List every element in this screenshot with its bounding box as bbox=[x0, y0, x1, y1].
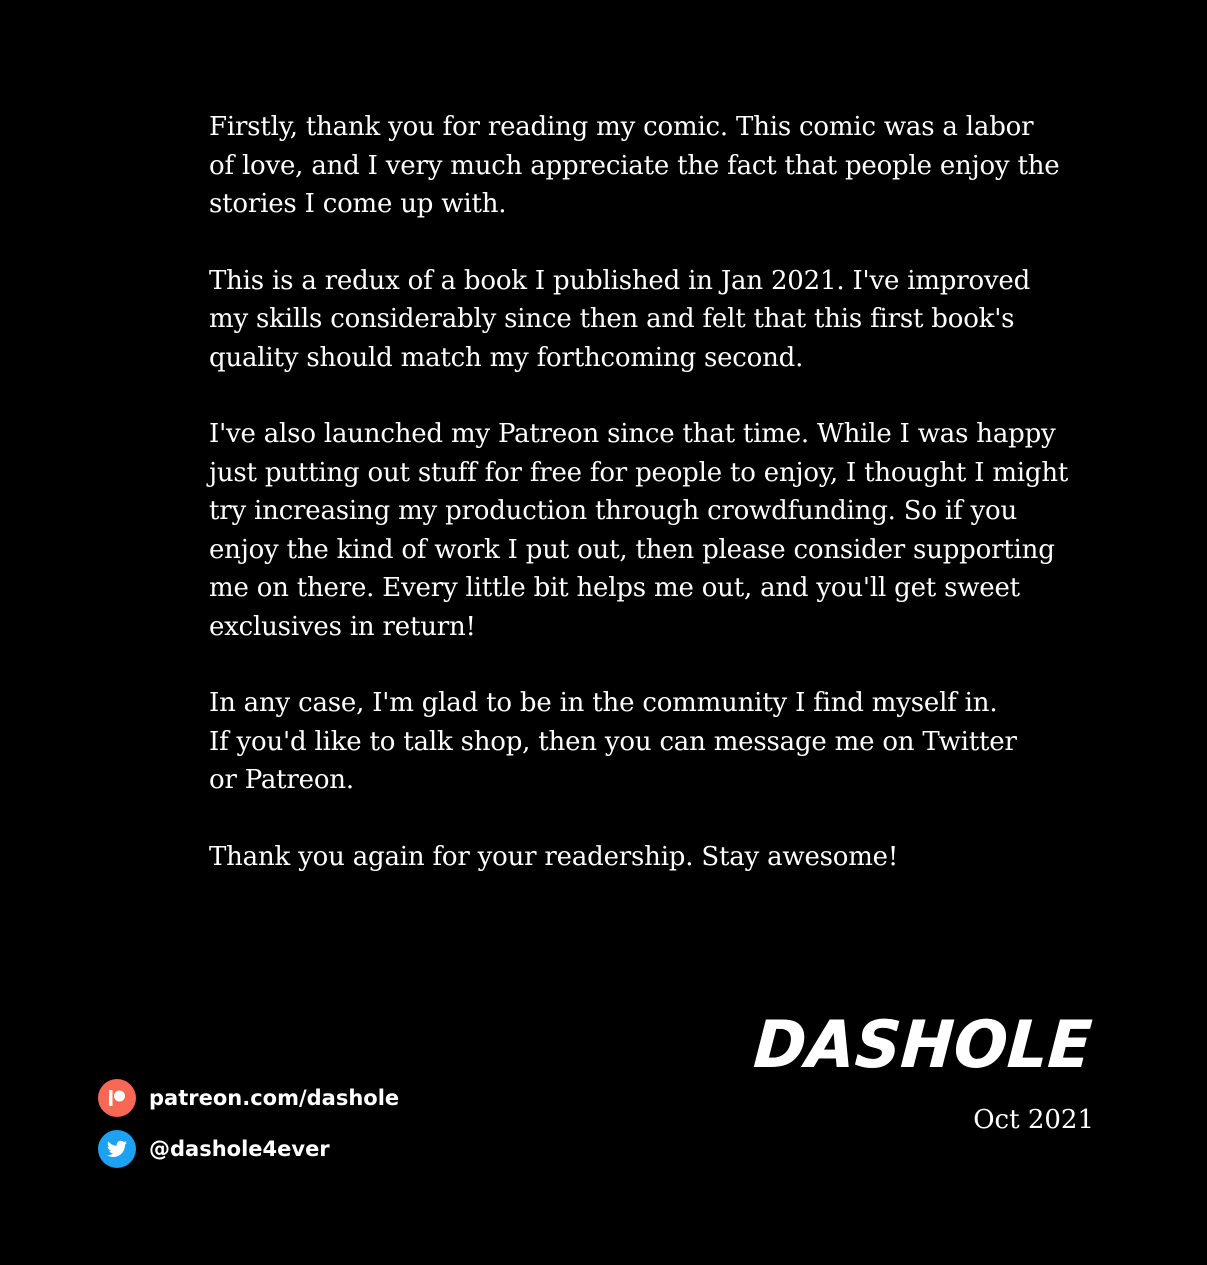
paragraph bbox=[209, 108, 1089, 224]
signature-date: Oct 2021 bbox=[973, 1105, 1094, 1135]
letter-line: just putting out stuff for free for people to enjoy, I thought I might bbox=[209, 457, 1069, 488]
twitter-link[interactable] bbox=[98, 1130, 330, 1168]
letter-line: my skills considerably since then and felt that this first book's bbox=[209, 304, 1015, 334]
paragraph bbox=[209, 684, 1089, 800]
letter-line: If you'd like to talk shop, then you can message me on Twitter bbox=[209, 726, 1017, 757]
paragraph bbox=[209, 415, 1089, 646]
patreon-icon bbox=[98, 1079, 136, 1117]
letter-line: or Patreon. bbox=[209, 765, 354, 795]
letter-line: enjoy the kind of work I put out, then please consider supporting bbox=[209, 534, 1055, 565]
paragraph bbox=[209, 838, 1089, 877]
letter-line: me on there. Every little bit helps me out, and you'll get sweet bbox=[209, 573, 1020, 603]
letter-line: quality should match my forthcoming second. bbox=[209, 342, 804, 373]
letter-line: of love, and I very much appreciate the fact that people enjoy the bbox=[209, 150, 1060, 181]
patreon-link[interactable] bbox=[98, 1079, 399, 1117]
letter-line: stories I come up with. bbox=[209, 189, 507, 219]
letter-line: I've also launched my Patreon since that time. While I was happy bbox=[209, 419, 1056, 449]
signature-logo: DASHOLE bbox=[751, 1006, 1095, 1083]
twitter-handle[interactable]: @dashole4ever bbox=[149, 1137, 330, 1161]
patreon-url[interactable]: patreon.com/dashole bbox=[149, 1086, 400, 1110]
letter-line: Thank you again for your readership. Stay awesome! bbox=[209, 841, 899, 872]
paragraph bbox=[209, 262, 1089, 378]
letter-body bbox=[209, 108, 1089, 914]
letter-line: exclusives in return! bbox=[209, 611, 476, 642]
letter-line: try increasing my production through crowdfunding. So if you bbox=[209, 496, 1018, 526]
letter-line: This is a redux of a book I published in Jan 2021. I've improved bbox=[209, 265, 1031, 296]
letter-line: In any case, I'm glad to be in the community I find myself in. bbox=[209, 688, 998, 718]
letter-line: Firstly, thank you for reading my comic. This comic was a labor bbox=[209, 112, 1034, 142]
twitter-icon bbox=[98, 1130, 136, 1168]
